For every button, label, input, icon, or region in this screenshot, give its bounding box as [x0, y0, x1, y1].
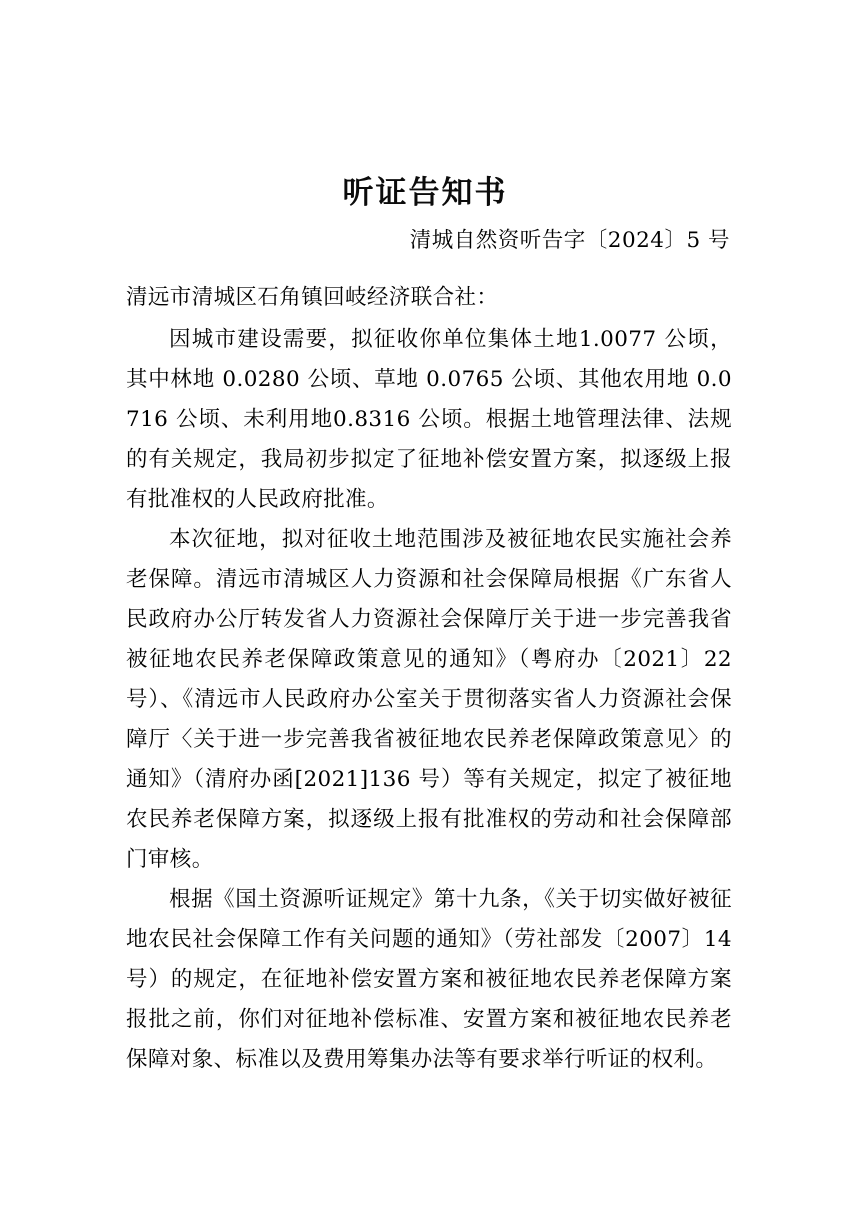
body-paragraph-2: 本次征地，拟对征收土地范围涉及被征地农民实施社会养老保障。清远市清城区人力资源和社会保障局根据《广东省人民政府办公厅转发省人力资源社会保障厅关于进一步完善我省被征地农民养老保障政策意见的通知》（粤府办〔2021〕22 号）、《清远市人民政府办公室关于贯彻落实省人力资源社会保障厅〈关于进一步完善我省被征地农民养老保障政策意见〉的通知》（清府办函[2021]136 号）等有关规定，拟定了被征地农民养老保障方案，拟逐级上报有批准权的劳动和社会保障部门审核。 — [126, 527, 732, 872]
recipient-line: 清远市清城区石角镇回岐经济联合社： — [126, 285, 499, 310]
body-paragraph-1: 因城市建设需要，拟征收你单位集体土地1.0077 公顷，其中林地 0.0280 公顷、草地 0.0765 公顷、其他农用地 0.0716 公顷、未利用地0.8316 公顷。根据土地管理法律、法规的有关规定，我局初步拟定了征地补偿安置方案，拟逐级上报有批准权的人民政府批准。 — [126, 327, 732, 512]
body-paragraph-3: 根据《国土资源听证规定》第十九条，《关于切实做好被征地农民社会保障工作有关问题的通知》（劳社部发〔2007〕14 号）的规定，在征地补偿安置方案和被征地农民养老保障方案报批之前，你们对征地补偿标准、安置方案和被征地农民养老保障对象、标准以及费用筹集办法等有要求举行听证的权利。 — [126, 887, 732, 1072]
document-body — [126, 278, 732, 1080]
document-serial-number: 清城自然资听告字〔2024〕5 号 — [409, 228, 730, 253]
page-title: 听证告知书 — [342, 174, 508, 211]
